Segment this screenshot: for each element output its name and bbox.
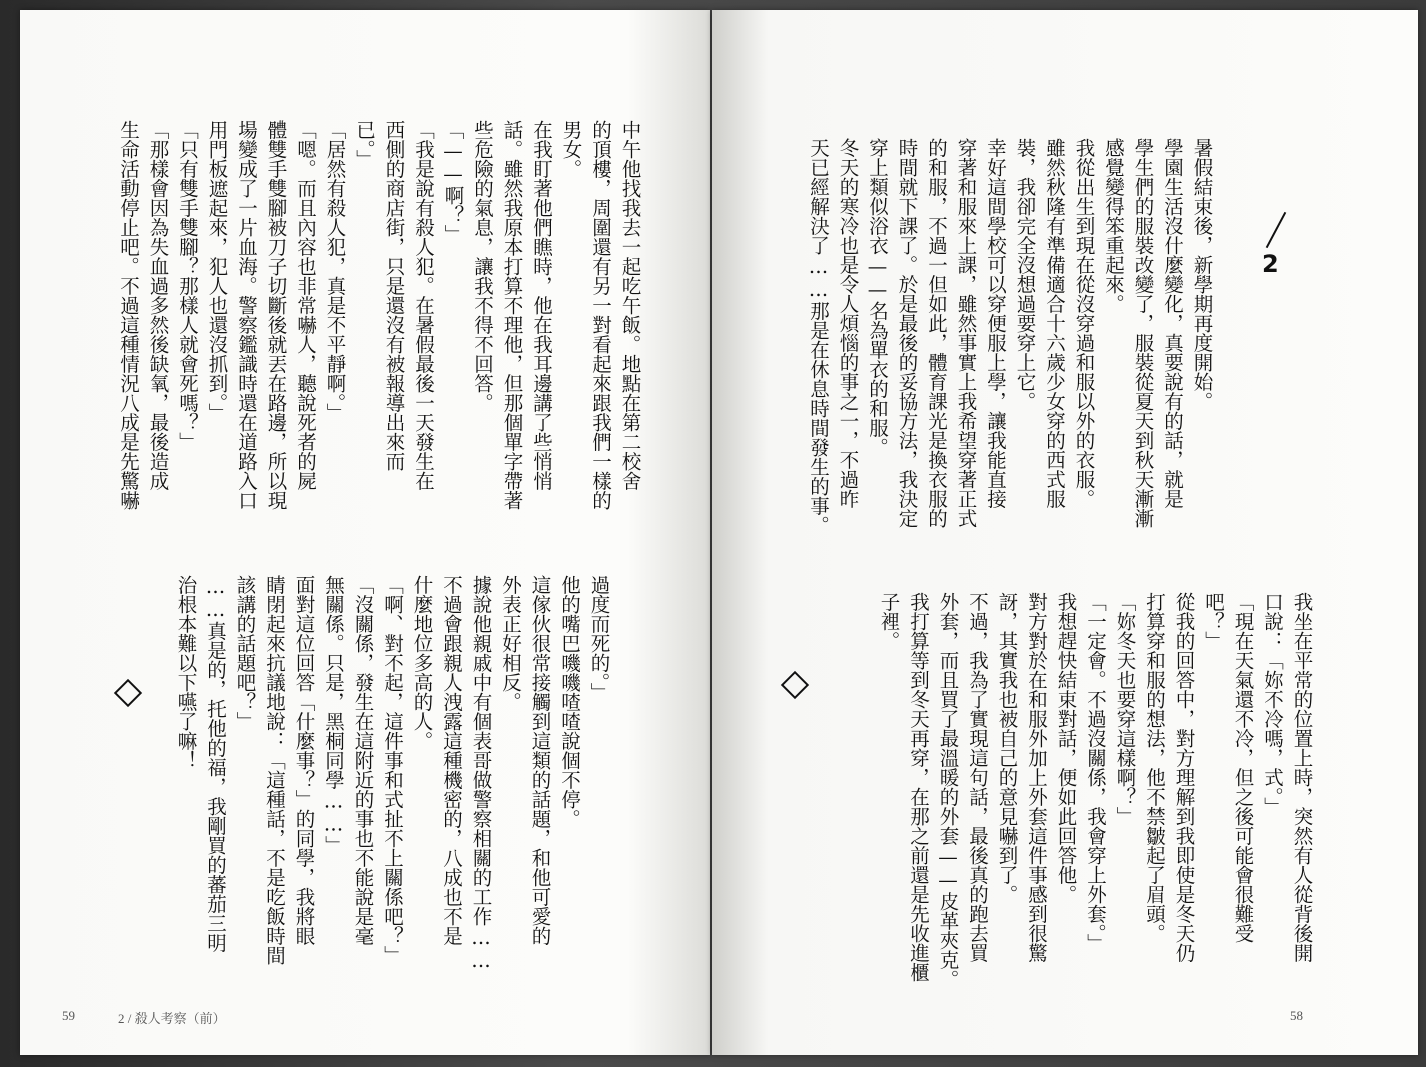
text-column: 天已經解決了……那是在休息時間發生的事。 — [807, 138, 830, 535]
text-column: 「——啊？」 — [441, 120, 465, 244]
text-column: 訝，其實我也被自己的意見嚇到了。 — [995, 592, 1019, 904]
text-column: 男女。 — [559, 120, 583, 179]
text-column: 學園生活沒什麼變化，真要說有的話，就是 — [1161, 138, 1184, 509]
text-column: 我坐在平常的位置上時，突然有人從背後開 — [1290, 592, 1314, 963]
text-column: 治根本難以下嚥了嘛！ — [174, 575, 198, 770]
text-column: 不過會跟親人洩露這種機密的，八成也不是 — [440, 575, 463, 946]
text-column: 打算穿和服的想法，他不禁皺起了眉頭。 — [1143, 592, 1166, 943]
left-page-number: 59 — [62, 1008, 75, 1023]
text-column: 對方對於在和服外加上外套這件事感到很驚 — [1025, 592, 1048, 963]
text-column: 體雙手雙腳被刀子切斷後就丟在路邊，所以現 — [264, 120, 288, 510]
text-column: 「現在天氣還不冷，但之後可能會很難受 — [1231, 592, 1255, 943]
text-column: 什麼地位多高的人。 — [410, 575, 434, 751]
text-column: 外表正好相反。 — [499, 575, 522, 712]
text-column: 據說他親戚中有個表哥做警察相關的工作…… — [469, 575, 493, 972]
text-column: 我打算等到冬天再穿，在那之前還是先收進櫃 — [907, 592, 930, 982]
text-column: 「一定會。不過沒關係，我會穿上外套。」 — [1084, 592, 1107, 953]
text-column: 吧？」 — [1202, 592, 1225, 651]
scene-break-diamond-icon — [114, 679, 142, 707]
text-column: 西側的商店街，只是還沒有被報導出來而 — [382, 120, 406, 471]
text-column: 過度而死的。」 — [587, 575, 611, 702]
text-column: 已。」 — [353, 120, 376, 169]
text-column: 該講的話題吧？」 — [233, 575, 257, 731]
scene-break-diamond-icon — [781, 671, 809, 699]
text-column: 場變成了一片血海。警察鑑識時還在道路入口 — [235, 120, 258, 510]
text-column: 冬天的寒冷也是令人煩惱的事之一，不過昨 — [836, 138, 860, 509]
chapter-slash-icon — [1266, 212, 1287, 248]
text-column: 「居然有殺人犯，真是不平靜啊。」 — [323, 120, 347, 423]
text-column: 「嗯。而且內容也非常嚇人，聽說死者的屍 — [294, 120, 317, 491]
text-column: 裝，我卻完全沒想過要穿上它。 — [1013, 138, 1037, 411]
text-column: 的和服，不過一但如此，體育課光是換衣服的 — [925, 138, 948, 528]
text-column: ……真是的，托他的福，我剛買的蕃茄三明 — [204, 575, 227, 953]
text-column: 些危險的氣息，讓我不得不回答。 — [471, 120, 494, 413]
text-column: 口說：「妳不冷嗎，式。」 — [1261, 592, 1284, 817]
text-column: 生命活動停止吧。不過這種情況八成是先驚嚇 — [117, 120, 140, 510]
text-column: 學生們的服裝改變了，服裝從夏天到秋天漸漸 — [1131, 138, 1155, 528]
right-page-number: 58 — [1290, 1008, 1303, 1023]
text-column: 「我是說有殺人犯。在暑假最後一天發生在 — [412, 120, 435, 491]
text-column: 「只有雙手雙腳？那樣人就會死嗎？」 — [176, 120, 199, 452]
text-column: 的頂樓，周圍還有另一對看起來跟我們一樣的 — [589, 120, 612, 510]
text-column: 我想趕快結束對話，便如此回答他。 — [1054, 592, 1078, 904]
text-column: 從我的回答中，對方理解到我即使是冬天仍 — [1172, 592, 1196, 963]
text-column: 外套，而且買了最溫暖的外套——皮革夾克。 — [936, 592, 960, 989]
text-column: 無關係。只是，黑桐同學……」 — [322, 575, 345, 855]
text-column: 這傢伙很常接觸到這類的話題，和他可愛的 — [528, 575, 552, 946]
left-running-head: 2 / 殺人考察（前） — [118, 1011, 226, 1026]
text-column: 「啊、對不起，這件事和式扯不上關係吧？」 — [381, 575, 404, 965]
text-column: 話。雖然我原本打算不理他，但那個單字帶著 — [500, 120, 524, 510]
text-column: 面對這位回答「什麼事？」的同學，我將眼 — [292, 575, 316, 946]
text-column: 感覺變得笨重起來。 — [1102, 138, 1125, 314]
text-column: 幸好這間學校可以穿便服上學，讓我能直接 — [984, 138, 1007, 509]
text-column: 「那樣會因為失血過多然後缺氧，最後造成 — [146, 120, 170, 491]
left-page — [20, 10, 710, 1055]
text-column: 「沒關係，發生在這附近的事也不能說是毫 — [351, 575, 375, 946]
text-column: 睛閉起來抗議地說：「這種話，不是吃飯時間 — [263, 575, 286, 965]
text-column: 不過，我為了實現這句話，最後真的跑去買 — [966, 592, 989, 963]
text-column: 我從出生到現在從沒穿過和服以外的衣服。 — [1072, 138, 1096, 509]
text-column: 時間就下課了。於是最後的妥協方法，我決定 — [895, 138, 919, 528]
text-column: 子裡。 — [877, 592, 901, 651]
text-column: 用門板遮起來，犯人也還沒抓到。」 — [205, 120, 229, 423]
text-column: 穿著和服來上課，雖然事實上我希望穿著正式 — [954, 138, 978, 528]
text-column: 雖然秋隆有準備適合十六歲少女穿的西式服 — [1043, 138, 1066, 509]
text-column: 暑假結束後，新學期再度開始。 — [1190, 138, 1214, 411]
text-column: 中午他找我去一起吃午飯。地點在第二校舍 — [618, 120, 642, 491]
text-column: 穿上類似浴衣——名為單衣的和服。 — [866, 138, 889, 457]
text-column: 「妳冬天也要穿這樣啊？」 — [1113, 592, 1137, 826]
text-column: 在我盯著他們瞧時，他在我耳邊講了些悄悄 — [530, 120, 553, 491]
right-page — [712, 10, 1418, 1055]
text-column: 他的嘴巴嘰嘰喳喳說個不停。 — [558, 575, 581, 829]
chapter-number: 2 — [1262, 250, 1279, 278]
